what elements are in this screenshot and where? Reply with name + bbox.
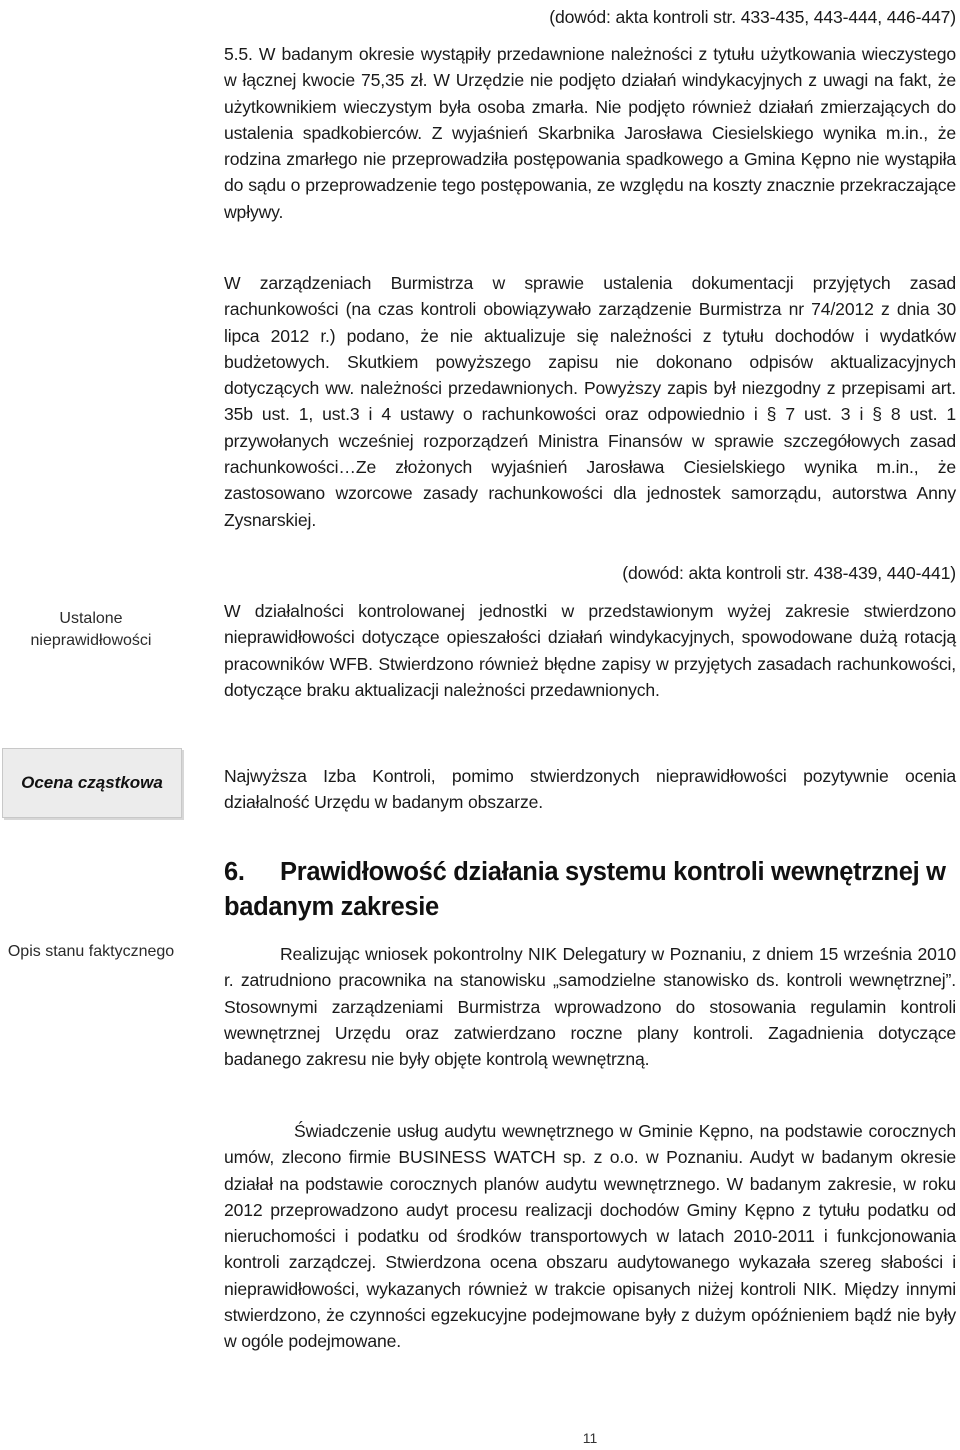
paragraph-overdue-receivables: 5.5. W badanym okresie wystąpiły przedawnione należności z tytułu użytkowania wieczystego w łącznej kwocie 75,35 zł. W Urzędzie nie podjęto działań windykacyjnych z uwagi na fakt, że użytkownikiem wieczystym była osoba zmarła. Nie podjęto również działań zmierzających do ustalenia spadkobierców. Z wyjaśnień Skarbnika Jarosława Ciesielskiego wynika m.in., że rodzina zmarłego nie przeprowadziła postępowania spadkowego a Gmina Kępno nie wystąpiła do sądu o przeprowadzenie tego postępowania, ze względu na koszty znacznie przekraczające wpływy. [224,44,956,222]
side-label-partial-assessment: Ocena cząstkowa [21,773,163,792]
page-number: 11 [582,1430,598,1446]
paragraph-accounting-rules: W zarządzeniach Burmistrza w sprawie ustalenia dokumentacji przyjętych zasad rachunkowości (na czas kontroli obowiązywało zarządzenie Burmistrza nr 74/2012 z dnia 30 lipca 2012 r.) podano, że nie aktualizuje się należności z tytułu dochodów i wydatków budżetowych. Skutkiem powyższego zapisu nie dokonano odpisów aktualizacyjnych dotyczących ww. należności przedawnionych. Powyższy zapis był niezgodny z przepisami art. 35b ust. 1, ust.3 i 4 ustawy o rachunkowości oraz odpowiednio i § 7 ust. 3 i § 8 ust. 1 przywołanych wcześniej rozporządzeń Ministra Finansów w sprawie szczegółowych zasad rachunkowości…Ze złożonych wyjaśnień Jarosława Ciesielskiego wynika m.in., że zastosowano wzorcowe zasady rachunkowości dla jednostek samorządu, autorstwa Anny Zysnarskiej. [224,273,956,530]
evidence-reference-mid: (dowód: akta kontroli str. 438-439, 440-441) [622,563,956,583]
paragraph-assessment: Najwyższa Izba Kontroli, pomimo stwierdzonych nieprawidłowości pozytywnie ocenia działalność Urzędu w badanym obszarze. [224,766,956,813]
side-label-factual-state: Opis stanu faktycznego [7,943,175,960]
side-label-irregularities: Ustalone nieprawidłowości [30,610,152,649]
side-label-partial-assessment-box [2,748,182,818]
paragraph-internal-audit: Świadczenie usług audytu wewnętrznego w Gminie Kępno, na podstawie corocznych umów, zlecono firmie BUSINESS WATCH sp. z o.o. w Poznaniu. Audyt w badanym okresie działał na podstawie corocznych planów audytu wewnętrznego. W badanym zakresie, w roku 2012 przeprowadzono audyt procesu realizacji dochodów Gminy Kępno z tytułu podatku od nieruchomości i podatku od środków transportowych w latach 2010-2011 i funkcjonowania kontroli zarządczej. Stwierdzona ocena obszaru audytowanego wykazała szereg słabości i nieprawidłowości, wykazanych również w trakcie opisanych niżej kontroli NIK. Między innymi stwierdzono, że czynności egzekucyjne podejmowane były z dużym opóźnieniem bądź nie były w ogóle podejmowane. [224,1121,956,1352]
section-number: 6. [224,858,245,886]
section-title: Prawidłowość działania systemu kontroli wewnętrznej w badanym zakresie [224,858,946,921]
evidence-reference-top: (dowód: akta kontroli str. 433-435, 443-444, 446-447) [549,7,956,27]
paragraph-irregularities: W działalności kontrolowanej jednostki w przedstawionym wyżej zakresie stwierdzono nieprawidłowości dotyczące opieszałości działań windykacyjnych, spowodowane dużą rotacją pracowników WFB. Stwierdzono również błędne zapisy w przyjętych zasadach rachunkowości, dotyczące braku aktualizacji należności przedawnionych. [224,601,956,700]
section-heading [224,855,958,925]
paragraph-internal-control: Realizując wniosek pokontrolny NIK Delegatury w Poznaniu, z dniem 15 września 2010 r. zatrudniono pracownika na stanowisku „samodzielne stanowisko ds. kontroli wewnętrznej”. Stosownymi zarządzeniami Burmistrza wprowadzono do stosowania regulamin kontroli wewnętrznej Urzędu oraz zatwierdzano roczne plany kontroli. Zagadnienia dotyczące badanego zakresu nie były objęte kontrolą wewnętrzną. [224,944,956,1070]
